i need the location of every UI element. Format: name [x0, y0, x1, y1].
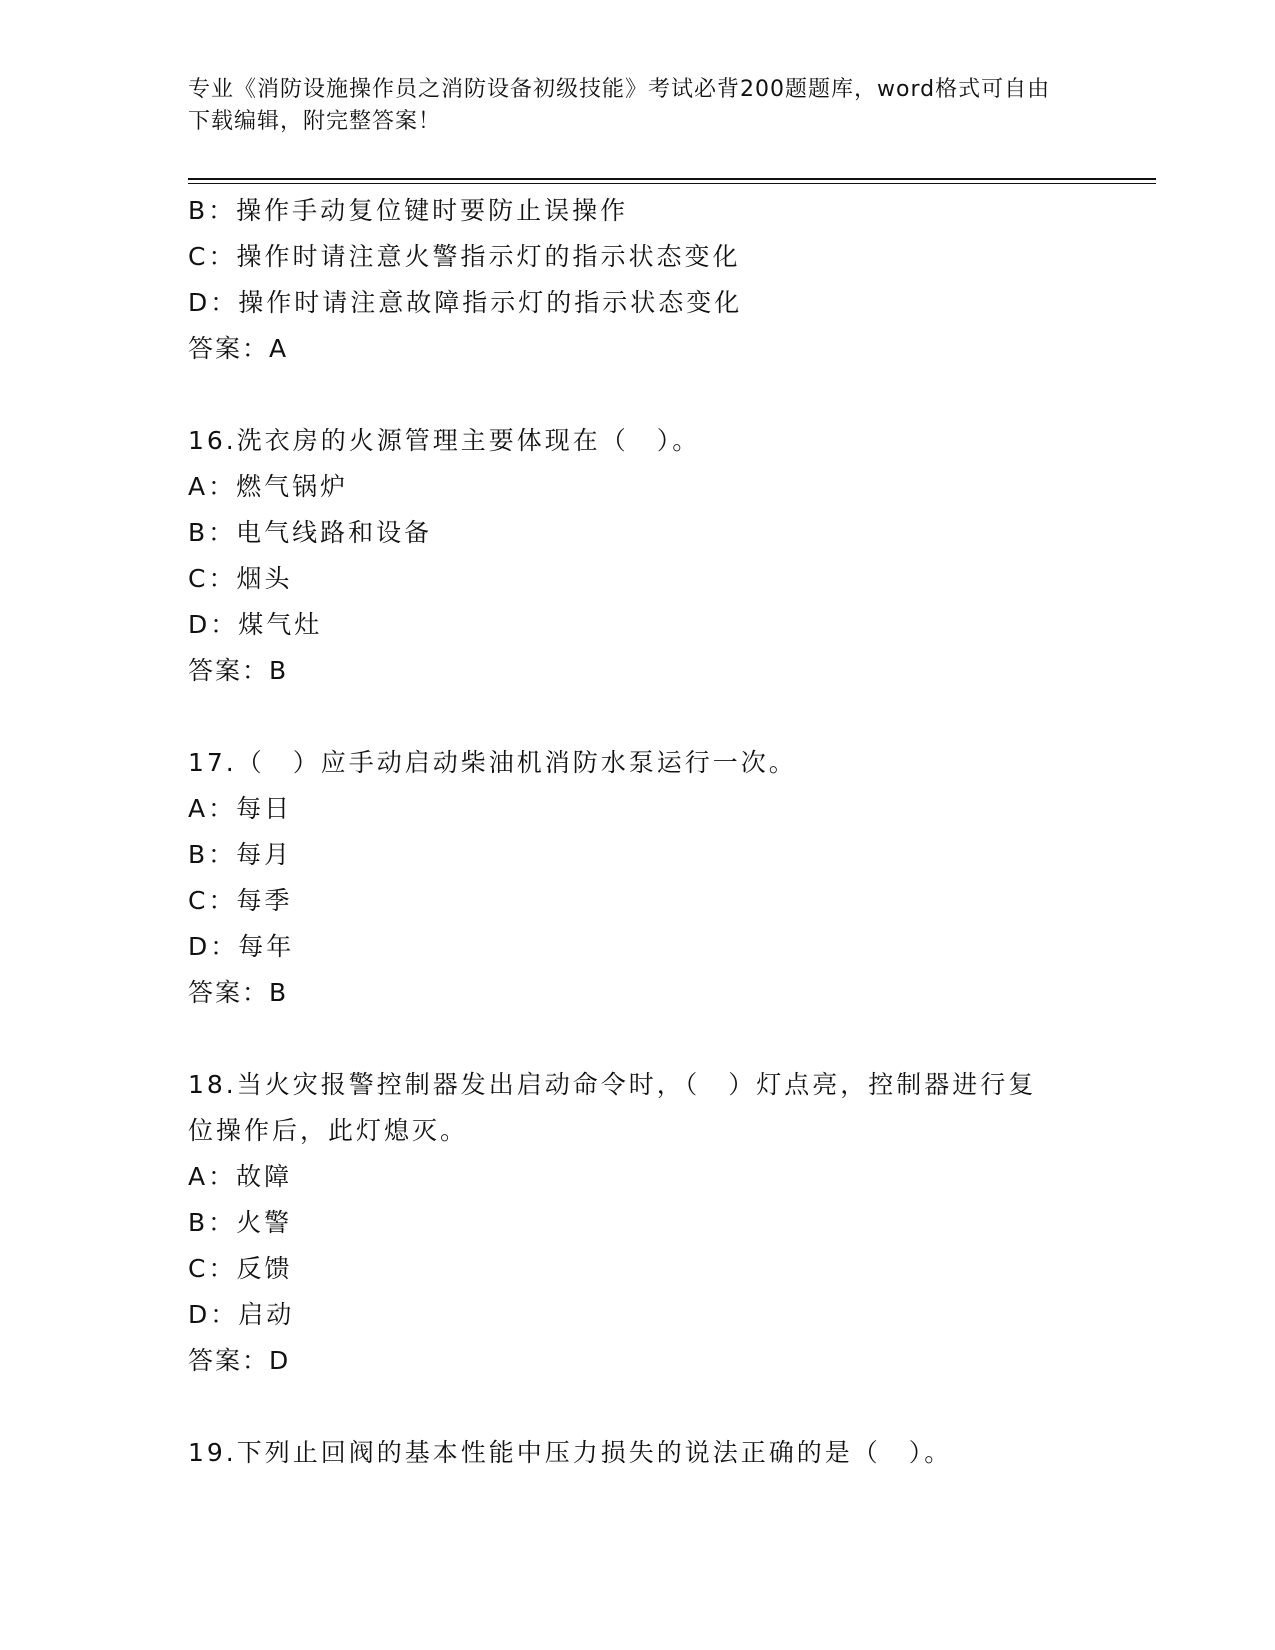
header-rule-thin — [188, 183, 1156, 184]
answer-line: 答案：A — [188, 334, 289, 363]
option-d: D：每年 — [188, 932, 295, 961]
question-text: 17.（ ）应手动启动柴油机消防水泵运行一次。 — [188, 748, 797, 777]
option-d: D：启动 — [188, 1300, 295, 1329]
question-text-line-2: 位操作后，此灯熄灭。 — [188, 1116, 469, 1145]
question-text-line-1: 18.当火灾报警控制器发出启动命令时，（ ）灯点亮，控制器进行复 — [188, 1070, 1037, 1099]
question-block-18 — [188, 1062, 1088, 1384]
header-rule-thick — [188, 178, 1156, 180]
option-d: D：煤气灶 — [188, 610, 323, 639]
option-a: A：燃气锅炉 — [188, 472, 349, 501]
option-b: B：操作手动复位键时要防止误操作 — [188, 196, 629, 225]
spacer — [188, 372, 1088, 418]
spacer — [188, 1384, 1088, 1430]
option-c: C：烟头 — [188, 564, 293, 593]
option-d: D：操作时请注意故障指示灯的指示状态变化 — [188, 288, 743, 317]
option-a: A：故障 — [188, 1162, 293, 1191]
document-header: 专业《消防设施操作员之消防设备初级技能》考试必背200题题库，word格式可自由下载编辑，附完整答案！ — [188, 77, 1051, 134]
question-block-15 — [188, 188, 1088, 372]
question-block-19 — [188, 1430, 1088, 1476]
question-text: 16.洗衣房的火源管理主要体现在（ ）。 — [188, 426, 701, 455]
option-a: A：每日 — [188, 794, 293, 823]
option-c: C：反馈 — [188, 1254, 293, 1283]
option-b: B：火警 — [188, 1208, 293, 1237]
question-text: 19.下列止回阀的基本性能中压力损失的说法正确的是（ ）。 — [188, 1438, 953, 1467]
answer-line: 答案：B — [188, 978, 289, 1007]
question-block-16 — [188, 418, 1088, 694]
option-b: B：每月 — [188, 840, 293, 869]
spacer — [188, 694, 1088, 740]
document-body — [188, 188, 1088, 1476]
question-block-17 — [188, 740, 1088, 1016]
answer-line: 答案：B — [188, 656, 289, 685]
option-b: B：电气线路和设备 — [188, 518, 433, 547]
answer-line: 答案：D — [188, 1346, 291, 1375]
option-c: C：操作时请注意火警指示灯的指示状态变化 — [188, 242, 741, 271]
option-c: C：每季 — [188, 886, 293, 915]
spacer — [188, 1016, 1088, 1062]
